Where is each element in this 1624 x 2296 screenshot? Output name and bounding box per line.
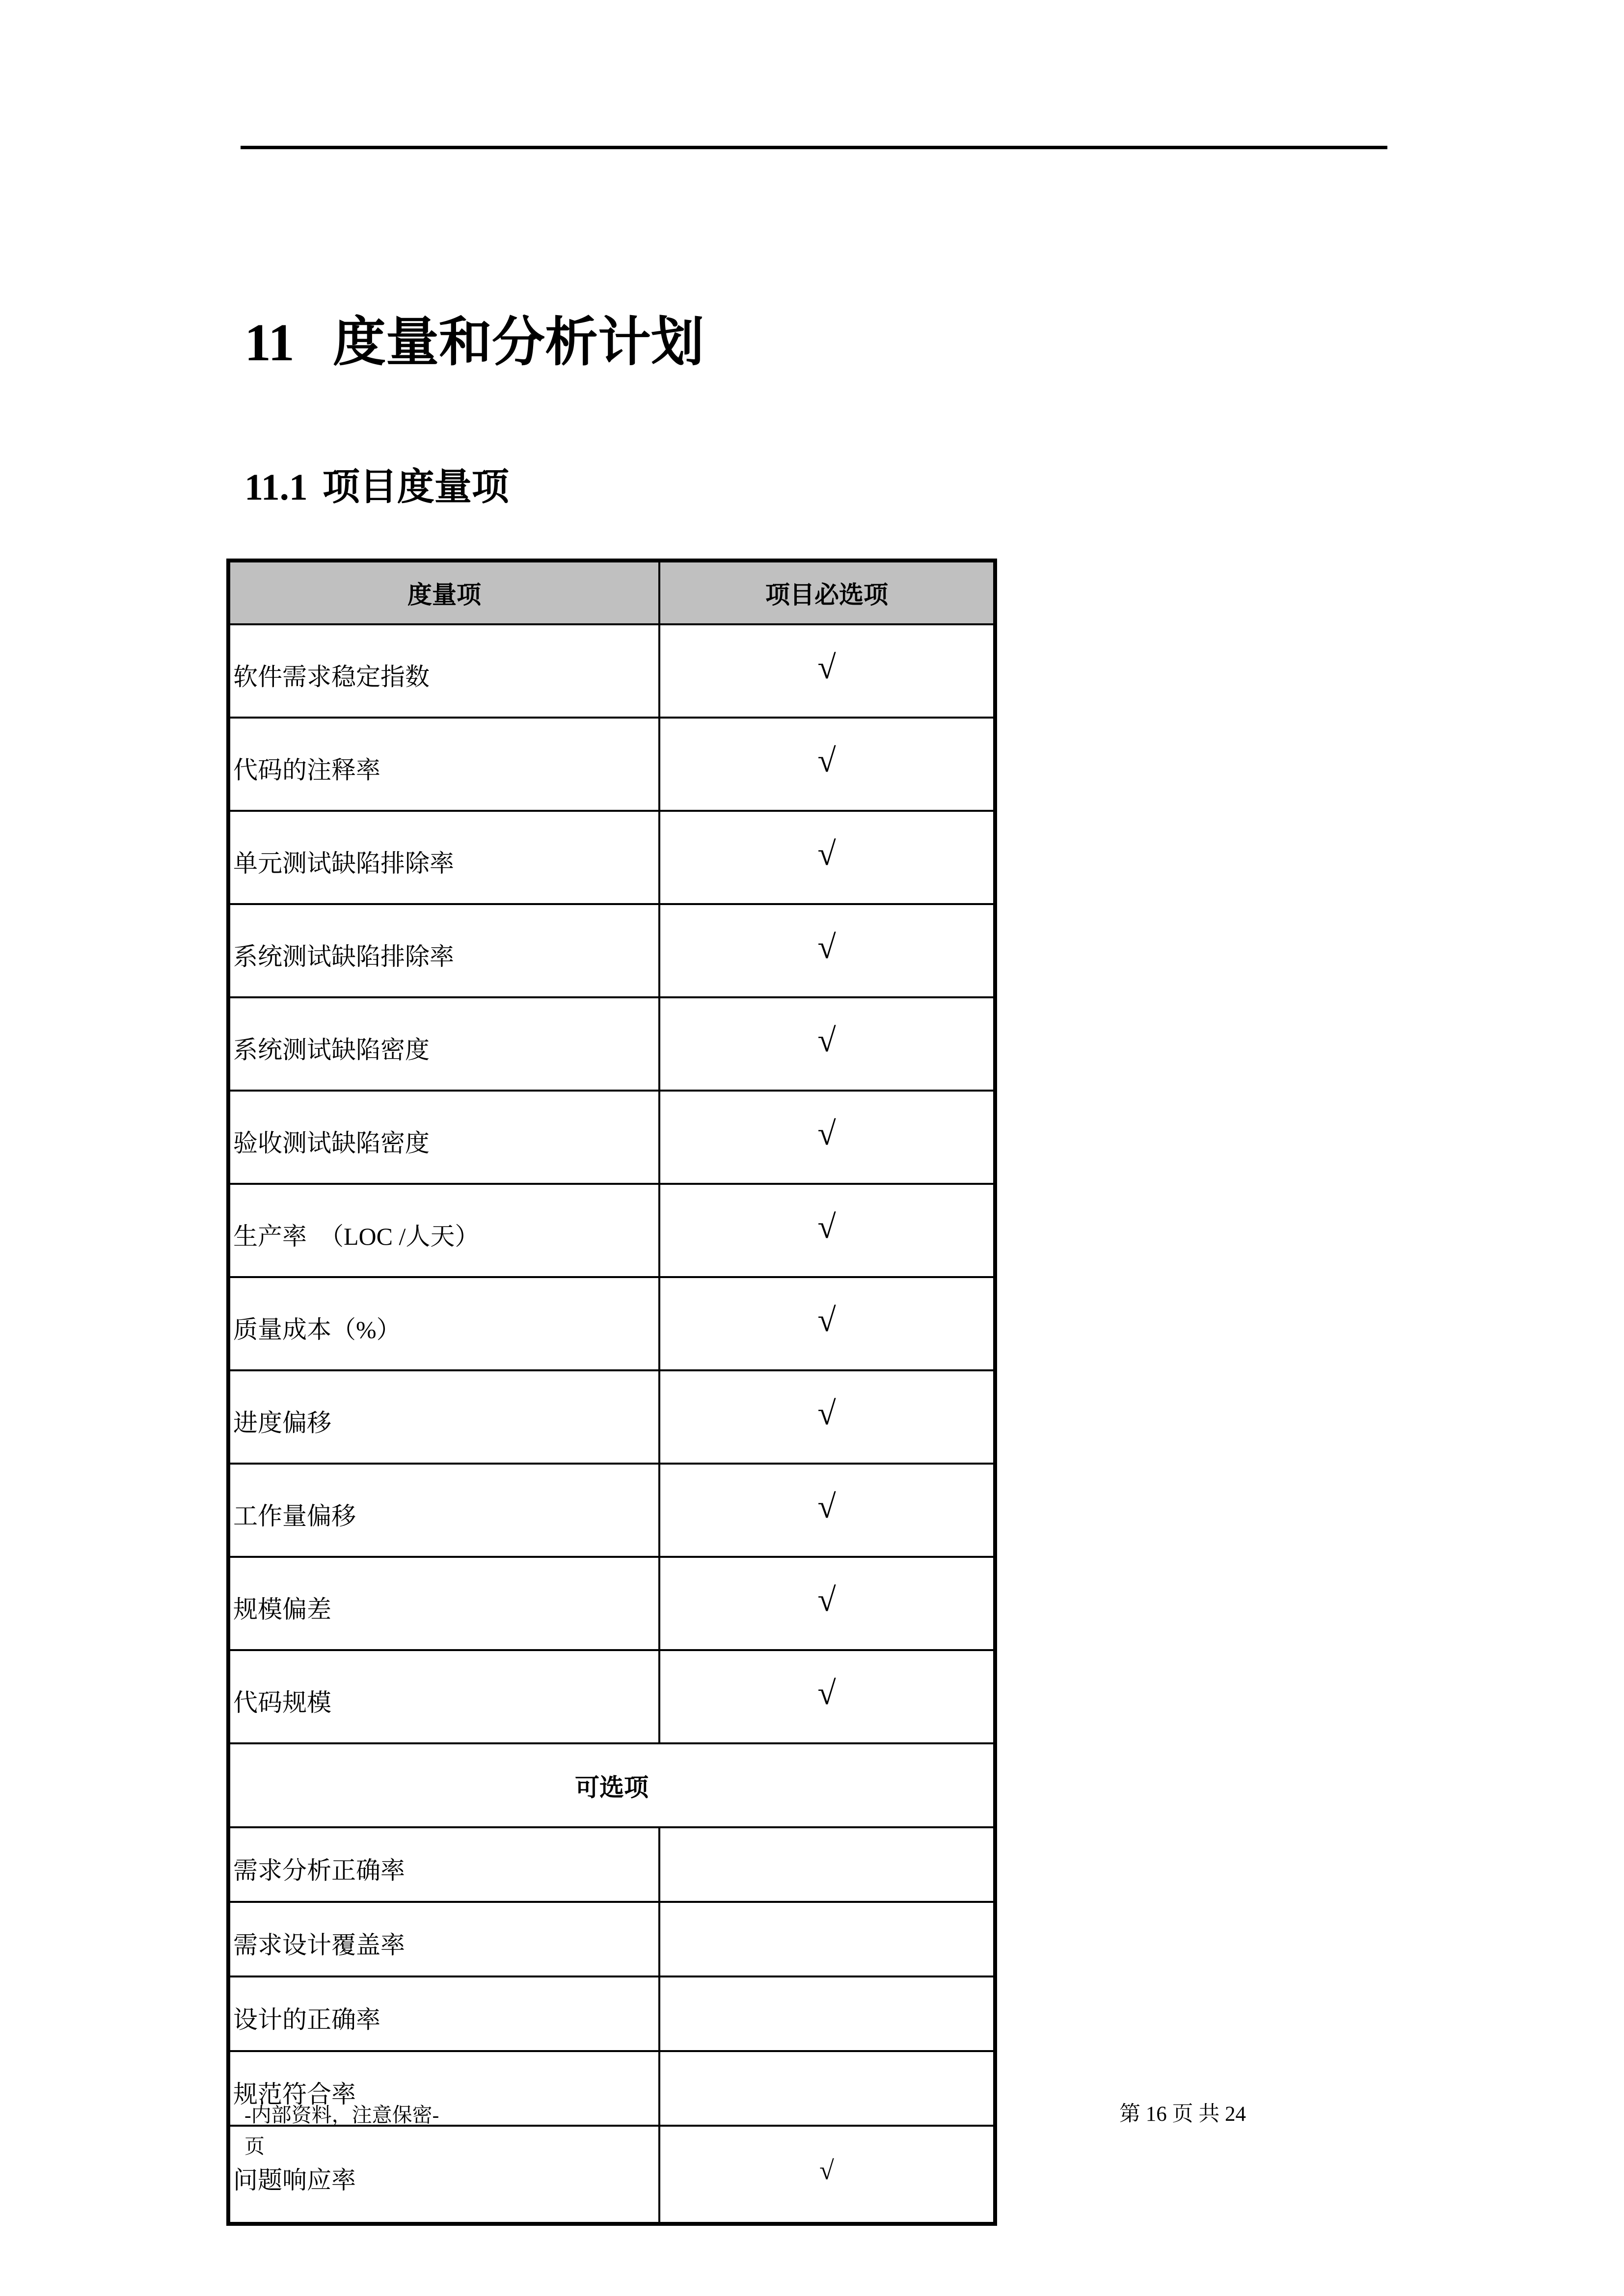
section-text: 项目度量项 (322, 467, 509, 508)
checkmark-icon: √ (819, 2156, 834, 2185)
measure-item-check-cell (659, 624, 995, 718)
table-row (228, 1557, 995, 1650)
table-row (228, 997, 995, 1091)
page-title (244, 314, 704, 372)
footer-confidential-line1: -内部资料，注意保密- (244, 2104, 439, 2126)
measure-item-check-cell (659, 811, 995, 904)
table-row (228, 1464, 995, 1557)
measure-item-label: 系统测试缺陷排除率 (228, 904, 659, 997)
measure-item-check-cell (659, 1557, 995, 1650)
footer-page-number (1119, 2104, 1246, 2125)
checkmark-icon: √ (817, 1301, 836, 1338)
table-row (228, 1370, 995, 1464)
checkmark-icon: √ (817, 1488, 836, 1525)
checkmark-icon: √ (817, 1115, 836, 1152)
optional-section-row (228, 1743, 995, 1827)
checkmark-icon: √ (817, 1021, 836, 1059)
table-row (228, 1277, 995, 1370)
page-header-rule (241, 146, 1387, 149)
measure-item-check-cell (659, 1091, 995, 1184)
table-row (228, 811, 995, 904)
checkmark-icon: √ (817, 928, 836, 965)
table-row (228, 1091, 995, 1184)
optional-section-label: 可选项 (228, 1743, 995, 1827)
measure-item-check-cell (659, 1976, 995, 2051)
table-row (228, 718, 995, 811)
measure-item-check-cell (659, 1184, 995, 1277)
footer-confidential (244, 2100, 439, 2162)
measure-item-check-cell (659, 2126, 995, 2224)
measure-item-label: 生产率 （LOC /人天） (228, 1184, 659, 1277)
measure-item-check-cell (659, 904, 995, 997)
measure-item-label: 规范符合率 (228, 2051, 659, 2126)
measure-item-label: 进度偏移 (228, 1370, 659, 1464)
measure-item-check-cell (659, 2051, 995, 2126)
column-header-1: 项目必选项 (659, 561, 995, 624)
table-row (228, 904, 995, 997)
table-row (228, 624, 995, 718)
measure-item-check-cell (659, 997, 995, 1091)
column-header-0: 度量项 (228, 561, 659, 624)
measure-item-check-cell (659, 1277, 995, 1370)
measure-item-check-cell (659, 1464, 995, 1557)
table-header-row (228, 561, 995, 624)
measure-item-check-cell (659, 1370, 995, 1464)
measure-item-check-cell (659, 1902, 995, 1976)
measurement-table-body (228, 561, 995, 2224)
measure-item-label: 工作量偏移 (228, 1464, 659, 1557)
measure-item-label: 验收测试缺陷密度 (228, 1091, 659, 1184)
measure-item-label: 代码的注释率 (228, 718, 659, 811)
measure-item-label: 需求设计覆盖率 (228, 1902, 659, 1976)
heading-number: 11 (244, 314, 295, 372)
measure-item-label: 质量成本（%） (228, 1277, 659, 1370)
measure-item-label: 单元测试缺陷排除率 (228, 811, 659, 904)
measure-item-check-cell (659, 1827, 995, 1902)
checkmark-icon: √ (817, 1674, 836, 1711)
footer-confidential-line2: 页 (244, 2135, 265, 2158)
table-row (228, 1650, 995, 1743)
checkmark-icon: √ (817, 835, 836, 872)
measure-item-label: 问题响应率 (228, 2126, 659, 2224)
checkmark-icon: √ (817, 742, 836, 779)
table-row (228, 1902, 995, 1976)
measure-item-label: 代码规模 (228, 1650, 659, 1743)
heading-text: 度量和分析计划 (333, 314, 704, 372)
table-row (228, 1827, 995, 1902)
section-title (244, 469, 509, 506)
checkmark-icon: √ (817, 1394, 836, 1432)
measure-item-label: 系统测试缺陷密度 (228, 997, 659, 1091)
table-row (228, 1976, 995, 2051)
measure-item-check-cell (659, 718, 995, 811)
measure-item-label: 软件需求稳定指数 (228, 624, 659, 718)
measure-item-check-cell (659, 1650, 995, 1743)
checkmark-icon: √ (817, 648, 836, 686)
measure-item-label: 设计的正确率 (228, 1976, 659, 2051)
section-number: 11.1 (244, 467, 308, 508)
measurement-table (226, 559, 997, 2226)
measure-item-label: 规模偏差 (228, 1557, 659, 1650)
checkmark-icon: √ (817, 1581, 836, 1618)
measure-item-label: 需求分析正确率 (228, 1827, 659, 1902)
table-row (228, 1184, 995, 1277)
checkmark-icon: √ (817, 1208, 836, 1245)
page-number-text: 第 16 页 共 24 (1119, 2103, 1246, 2126)
